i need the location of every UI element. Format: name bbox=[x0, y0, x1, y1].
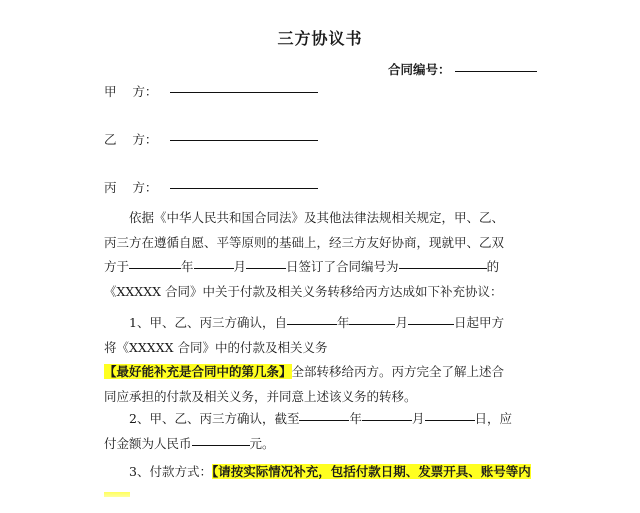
clause-1-text-b: 日起甲方将《XXXXX 合同》中的付款及相关义务 bbox=[104, 315, 505, 355]
contract-number-blank bbox=[455, 71, 537, 72]
clause-1-month-label: 月 bbox=[395, 315, 408, 330]
party-a-blank bbox=[170, 92, 318, 93]
clause-1-year-label: 年 bbox=[336, 315, 350, 330]
contract-number-label: 合同编号： bbox=[388, 62, 451, 77]
intro-text-3: 的《XXXXX 合同》中关于付款及相关义务转移给丙方达成如下补充协议： bbox=[104, 259, 503, 299]
clause-1-year-blank bbox=[287, 323, 337, 325]
party-b-blank bbox=[170, 140, 318, 141]
clause-2-amount-blank bbox=[192, 444, 250, 446]
intro-contract-no-blank bbox=[399, 267, 487, 269]
document-title: 三方协议书 bbox=[277, 29, 363, 48]
intro-year-label: 年 bbox=[181, 259, 194, 274]
party-c-row bbox=[104, 178, 318, 196]
party-c-blank bbox=[170, 188, 318, 189]
clause-1-day-blank bbox=[408, 323, 454, 325]
clause-2-text-b: 日，应付金额为人民币 bbox=[104, 411, 513, 451]
clause-1 bbox=[104, 311, 514, 409]
clause-2-text-a: 2、甲、乙、丙三方确认，截至 bbox=[129, 411, 300, 426]
party-b-row bbox=[104, 130, 318, 148]
clause-2-year-label: 年 bbox=[349, 411, 362, 426]
intro-paragraph bbox=[104, 206, 514, 304]
clause-1-highlight-note: 【最好能补充是合同中的第几条】 bbox=[104, 364, 292, 379]
intro-year-blank bbox=[129, 267, 181, 269]
party-c-label: 丙 方： bbox=[104, 180, 158, 195]
intro-month-blank bbox=[194, 267, 234, 269]
clause-2-text-c: 元。 bbox=[249, 435, 275, 451]
clause-1-month-blank bbox=[349, 323, 395, 325]
clause-3-text-a: 3、付款方式： bbox=[129, 464, 212, 479]
clause-3-highlight-note: 【请按实际情况补充，包括付款日期、发票开具、账号等内 bbox=[211, 464, 531, 479]
intro-day-blank bbox=[246, 267, 286, 269]
contract-number-field bbox=[388, 60, 537, 78]
party-a-row bbox=[104, 82, 318, 100]
intro-text-1: 依据《中华人民共和国合同法》及其他法律法规相关规定，甲、乙、丙三方在遵循自愿、平等原则的基础上，经三方友好协商，现就甲、乙双方于 bbox=[104, 210, 505, 274]
clause-3 bbox=[104, 460, 531, 485]
party-a-label: 甲 方： bbox=[104, 84, 158, 99]
clause-2-month-blank bbox=[362, 419, 412, 421]
clause-1-text-a: 1、甲、乙、丙三方确认，自 bbox=[129, 315, 287, 330]
clause-2-month-label: 月 bbox=[411, 411, 425, 426]
page-bottom-fade bbox=[0, 487, 640, 513]
party-b-label: 乙 方： bbox=[104, 132, 158, 147]
clause-2-day-blank bbox=[425, 419, 475, 421]
intro-text-2: 日签订了合同编号为 bbox=[286, 259, 399, 274]
clause-2 bbox=[104, 407, 514, 456]
clause-2-year-blank bbox=[299, 419, 349, 421]
clause-1-text-c: 全部转移给丙方。丙方完全了解上述合同应承担的付款及相关义务，并同意上述该义务的转移。 bbox=[104, 364, 505, 404]
intro-month-label: 月 bbox=[233, 259, 247, 274]
